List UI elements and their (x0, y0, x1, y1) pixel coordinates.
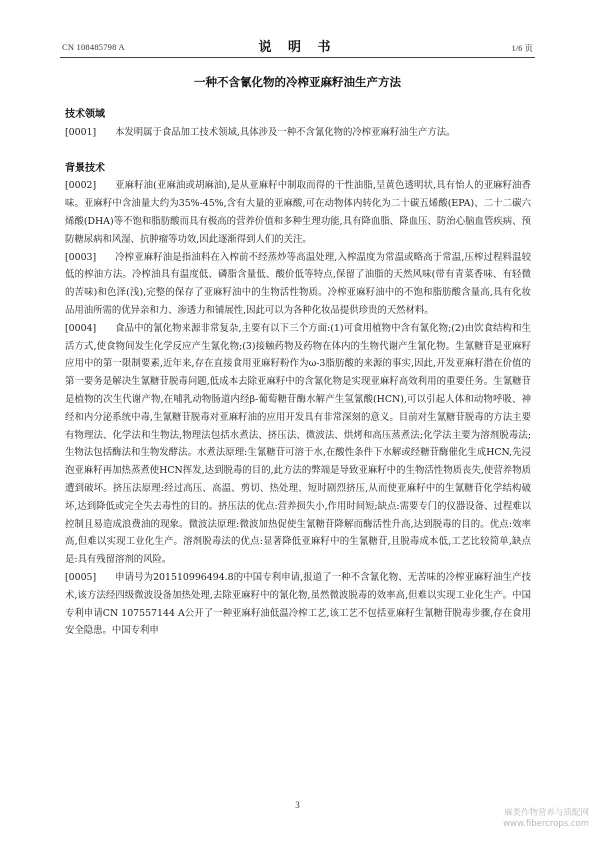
document-body (65, 106, 531, 640)
section-heading-tech-field: 技术领域 (65, 109, 105, 120)
section-heading-background: 背景技术 (65, 162, 105, 174)
watermark-line-1: 麻类作物营养与质配网 (503, 808, 589, 818)
paragraph-number: [0004] (65, 322, 97, 334)
paragraph-0004 (65, 320, 531, 569)
paragraph-0002 (65, 177, 531, 248)
paragraph-number: [0005] (65, 571, 97, 583)
watermark-line-2: www.fibercrops.com (503, 819, 589, 829)
paragraph-text: 冷榨亚麻籽油是指油料在入榨前不经蒸炒等高温处理,入榨温度为常温或略高于常温,压榨过程料温较低的榨油方法。冷榨油具有温度低、磷脂含量低、酸价低等特点,保留了油脂的天然风味(带有青菜香味、有轻微的苦味)和色泽(浅),完整的保存了亚麻籽油中的生物活性物质。冷榨亚麻籽油中的不饱和脂肪酸含量高,具有化妆品用油所需的优异亲和力、渗透力和铺展性,因此可以为各种化妆品提供珍贵的天然材料。 (65, 251, 531, 316)
paragraph-text: 本发明属于食品加工技术领域,具体涉及一种不含氰化物的冷榨亚麻籽油生产方法。 (115, 126, 456, 138)
document-title: 一种不含氰化物的冷榨亚麻籽油生产方法 (194, 75, 401, 89)
publication-number: CN 108485798 A (62, 42, 125, 52)
document-type-heading: 说 明 书 (258, 40, 337, 55)
section-spacer (65, 142, 531, 160)
paragraph-number: [0001] (65, 126, 97, 138)
watermark (503, 808, 589, 830)
paragraph-0003 (65, 249, 531, 320)
paragraph-number: [0003] (65, 251, 97, 263)
paragraph-text: 食品中的氰化物来源非常复杂,主要有以下三个方面:(1)可食用植物中含有氰化物;(2)由饮食结构和生活方式,使食物间发生化学反应产生氰化物;(3)接触药物及药物在体内的生物代谢产生氰化物。生氰糖苷是亚麻籽应用中的第一限制要素,近年来,存在直接食用亚麻籽粉作为ω-3脂肪酸的来源的事实,因此,开发亚麻籽潜在价值的第一要务是解决生氰糖苷脱毒问题,低成本去除亚麻籽中的含氰化物是实现亚麻籽高效利用的重要任务。生氰糖苷是植物的次生代谢产物,在哺乳动物肠道内经β-葡萄糖苷酶水解产生氢氰酸(HCN),可以引起人体和动物呼吸、神经和内分泌系统中毒,生氰糖苷脱毒对亚麻籽油的应用开发具有非常深刻的意义。目前对生氰糖苷脱毒的方法主要有物理法、化学法和生物法,物理法包括水煮法、挤压法、微波法、烘烤和高压蒸煮法;化学法主要为溶剂脱毒法;生物法包括酶法和生物发酵法。水煮法原理:生氰糖苷可溶于水,在酸性条件下水解或经糖苷酶催化生成HCN,先浸泡亚麻籽再加热蒸煮使HCN挥发,达到脱毒的目的,此方法的弊端是导致亚麻籽中的生物活性物质丧失,使营养物质遭到破坏。挤压法原理:经过高压、高温、剪切、热处理、短时剧烈挤压,从而使亚麻籽中的生氰糖苷化学结构破坏,达到降低或完全失去毒性的目的。挤压法的优点:营养损失小,作用时间短;缺点:需要专门的仪器设备、过程难以控制且易造成浪费油的现象。微波法原理:微波加热促使生氰糖苷降解而酶活性升高,达到脱毒的目的。优点:效率高,但难以实现工业化生产。溶剂脱毒法的优点:显著降低亚麻籽中的生氰糖苷,且脱毒成本低,工艺比较简单,缺点是:具有残留溶剂的风险。 (65, 322, 531, 566)
page-number: 3 (295, 800, 300, 810)
header-divider (60, 57, 535, 58)
paragraph-text: 亚麻籽油(亚麻油或胡麻油),是从亚麻籽中制取而得的干性油脂,呈黄色透明状,具有怡人的亚麻籽油香味。亚麻籽中含油量大约为35%-45%,含有大量的亚麻酸,可在动物体内转化为二十碳五烯酸(EPA)、二十二碳六烯酸(DHA)等不饱和脂肪酸而具有极高的营养价值和多种生理功能,具有降血脂、降血压、防治心脑血管疾病、预防糖尿病和风湿、抗肿瘤等功效,因此逐渐得到人们的关注。 (65, 180, 531, 245)
paragraph-0005 (65, 569, 531, 640)
paragraph-number: [0002] (65, 180, 97, 192)
page-indicator: 1/6 页 (511, 43, 533, 53)
paragraph-text: 申请号为201510996494.8的中国专利申请,报道了一种不含氰化物、无苦味的冷榨亚麻籽油生产技术,该方法经四级微波设备加热处理,去除亚麻籽中的氰化物,虽然微波脱毒的效率高,但难以实现工业化生产。中国专利申请CN 107557144 A公开了一种亚麻籽油低温冷榨工艺,该工艺不包括亚麻籽生氰糖苷脱毒步骤,存在食用安全隐患。中国专利申 (65, 571, 531, 637)
paragraph-0001 (65, 124, 531, 142)
